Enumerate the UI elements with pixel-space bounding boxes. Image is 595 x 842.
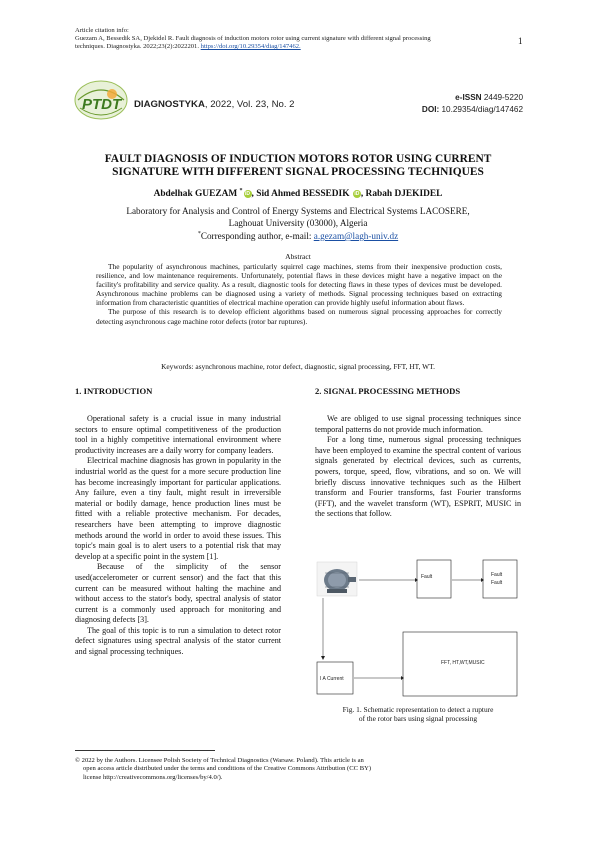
journal-name: DIAGNOSTYKA	[134, 99, 205, 110]
corresponding-author: *Corresponding author, e-mail: a.gezam@lagh-univ.dz	[197, 231, 399, 242]
section-body	[75, 414, 281, 658]
page-number: 1	[518, 36, 523, 46]
figure-1-diagram	[315, 558, 521, 698]
author-3: Rabah DJEKIDEL	[365, 189, 443, 200]
abstract-body	[96, 262, 502, 326]
journal-info	[134, 99, 295, 110]
section-introduction	[75, 386, 281, 658]
paragraph: Because of the simplicity of the sensor used(accelerometer or current sensor) and the fact that this current can be measured without halting the machine and without access to the stator's body, spectral analysis of stator current is a commonly used approach for monitoring and diagnosing defects [3].	[75, 562, 281, 625]
orcid-icon[interactable]: iD	[245, 191, 251, 198]
paragraph: Electrical machine diagnosis has grown in popularity in the industrial world as the quest for a more secure production line has become increasingly important for particular applications. Any failure, even a tiny fault, might result in irreversible material or bodily damage, hence production lines must be fitted with a reliable protective mechanism. For decades, researchers have been attempting to improve diagnostic methods around the world in order to avoid these issues. This topic's main goal is to alert users to a potential risk that may develop at a specific point in the system [1].	[75, 456, 281, 561]
footnote-line-3: license http://creativecommons.org/licenses/by/4.0/).	[83, 773, 223, 781]
issn-value: 2449-5220	[483, 93, 523, 102]
section-body	[315, 414, 521, 520]
citation-text-continued: techniques. Diagnostyka. 2022;23(2):2022201. https://doi.org/10.29354/diag/147462.	[75, 43, 301, 51]
author-1: Abdelhak GUEZAM	[153, 189, 238, 200]
issn-label: e-ISSN	[455, 93, 482, 102]
arrow-head	[321, 656, 325, 660]
paragraph: Operational safety is a crucial issue in many industrial sectors to ensure optimal competitiveness of the production tool in a highly competitive international environment where productivity increases are a daily worry for company leaders.	[75, 414, 281, 455]
citation-text: Guezam A, Bessedik SA, Djekidel R. Fault diagnosis of induction motors rotor using current signature with different signal processing	[75, 35, 431, 43]
fault-box-label: Fault	[421, 574, 433, 580]
footnote-line-2: open access article distributed under the terms and conditions of the Creative Commons Attribution (CC BY)	[83, 765, 372, 773]
current-box-label: I A Current	[320, 676, 344, 682]
ptdt-logo	[72, 78, 130, 122]
orcid-icon[interactable]: iD	[354, 191, 360, 198]
title-line-1: FAULT DIAGNOSIS OF INDUCTION MOTORS ROTOR USING CURRENT	[104, 153, 492, 165]
abstract-paragraph: The purpose of this research is to develop efficient algorithms based on numerous signal processing approaches for correctly detecting asynchronous cage machine rotor defects (rotor bar ruptures).	[96, 307, 502, 326]
doi-value: 10.29354/diag/147462	[441, 105, 523, 114]
citation-block	[75, 27, 515, 52]
keywords: Keywords: asynchronous machine, rotor defect, diagnostic, signal processing, FFT, HT, WT.	[161, 362, 435, 371]
induction-motor-icon	[317, 562, 357, 596]
fault-right-box	[483, 560, 517, 598]
license-footnote	[75, 757, 455, 782]
methods-box-label: FFT, HT,WT,MUSIC	[441, 660, 485, 666]
affiliation-line-2: Laghouat University (03000), Algeria	[228, 217, 368, 228]
author-list: Abdelhak GUEZAM *iD , Sid Ahmed BESSEDIK iD , Rabah DJEKIDEL	[153, 188, 443, 200]
section-heading: 2. SIGNAL PROCESSING METHODS	[315, 386, 461, 396]
abstract-paragraph: The popularity of asynchronous machines, particularly squirrel cage machines, stems from their inexpensive production costs, resilience, and low maintenance requirements. Unfortunately, potential flaws in these devices might have a negative impact on the facility's profitability and service quality. As a result, diagnostic tools for detecting flaws in these types of devices must be developed. Asynchronous machine problems can be diagnosed using a variety of methods. Signal processing techniques based on extracting information from characteristic quantities of electrical machine operation can provide highly useful information about flaws.	[96, 262, 502, 308]
paragraph: For a long time, numerous signal processing techniques have been employed to examine the spectral content of various signals generated by electrical devices, such as currents, powers, torque, speed, flow, vibrations, and so on. We will briefly discuss innovative techniques such as the Hilbert transform and Fourier transforms, fast Fourier transforms (FFT), and the wavelet transform (WT), ESPRIT, MUSIC in the sections that follow.	[315, 435, 521, 519]
footnote-line-1: © 2022 by the Authors. Licensee Polish Society of Technical Diagnostics (Warsaw. Poland). This article is an	[75, 757, 364, 764]
paragraph: The goal of this topic is to run a simulation to detect rotor defect signatures using spectral analysis of the stator current and signal processing techniques.	[75, 625, 281, 657]
title-line-2: SIGNATURE WITH DIFFERENT SIGNAL PROCESSING TECHNIQUES	[112, 166, 484, 178]
logo-text: PTDT	[82, 96, 122, 113]
fault-right-label-2: Fault	[491, 580, 503, 586]
section-signal-processing	[315, 386, 521, 520]
section-heading: 1. INTRODUCTION	[75, 386, 153, 396]
paragraph: We are obliged to use signal processing techniques since temporal patterns do not provide much information.	[315, 414, 521, 434]
corresponding-mark: *	[239, 188, 243, 194]
affiliation-line-1: Laboratory for Analysis and Control of Energy Systems and Electrical Systems LACOSERE,	[126, 206, 470, 216]
abstract-heading: Abstract	[285, 252, 311, 261]
footnote-divider	[75, 750, 215, 751]
doi-label: DOI:	[421, 105, 440, 114]
email-link[interactable]: a.gezam@lagh-univ.dz	[313, 231, 399, 242]
journal-details: , 2022, Vol. 23, No. 2	[204, 99, 295, 110]
citation-doi-link[interactable]: https://doi.org/10.29354/diag/147462.	[200, 43, 301, 51]
fault-right-label-1: Fault	[491, 572, 503, 578]
affiliation	[75, 206, 521, 243]
author-2: Sid Ahmed BESSEDIK	[256, 189, 350, 200]
figure-caption: Fig. 1. Schematic representation to detect a rupture of the rotor bars using signal processing	[342, 705, 494, 724]
citation-label: Article citation info:	[75, 27, 129, 34]
paper-title	[75, 153, 521, 179]
issn-block	[400, 92, 523, 116]
